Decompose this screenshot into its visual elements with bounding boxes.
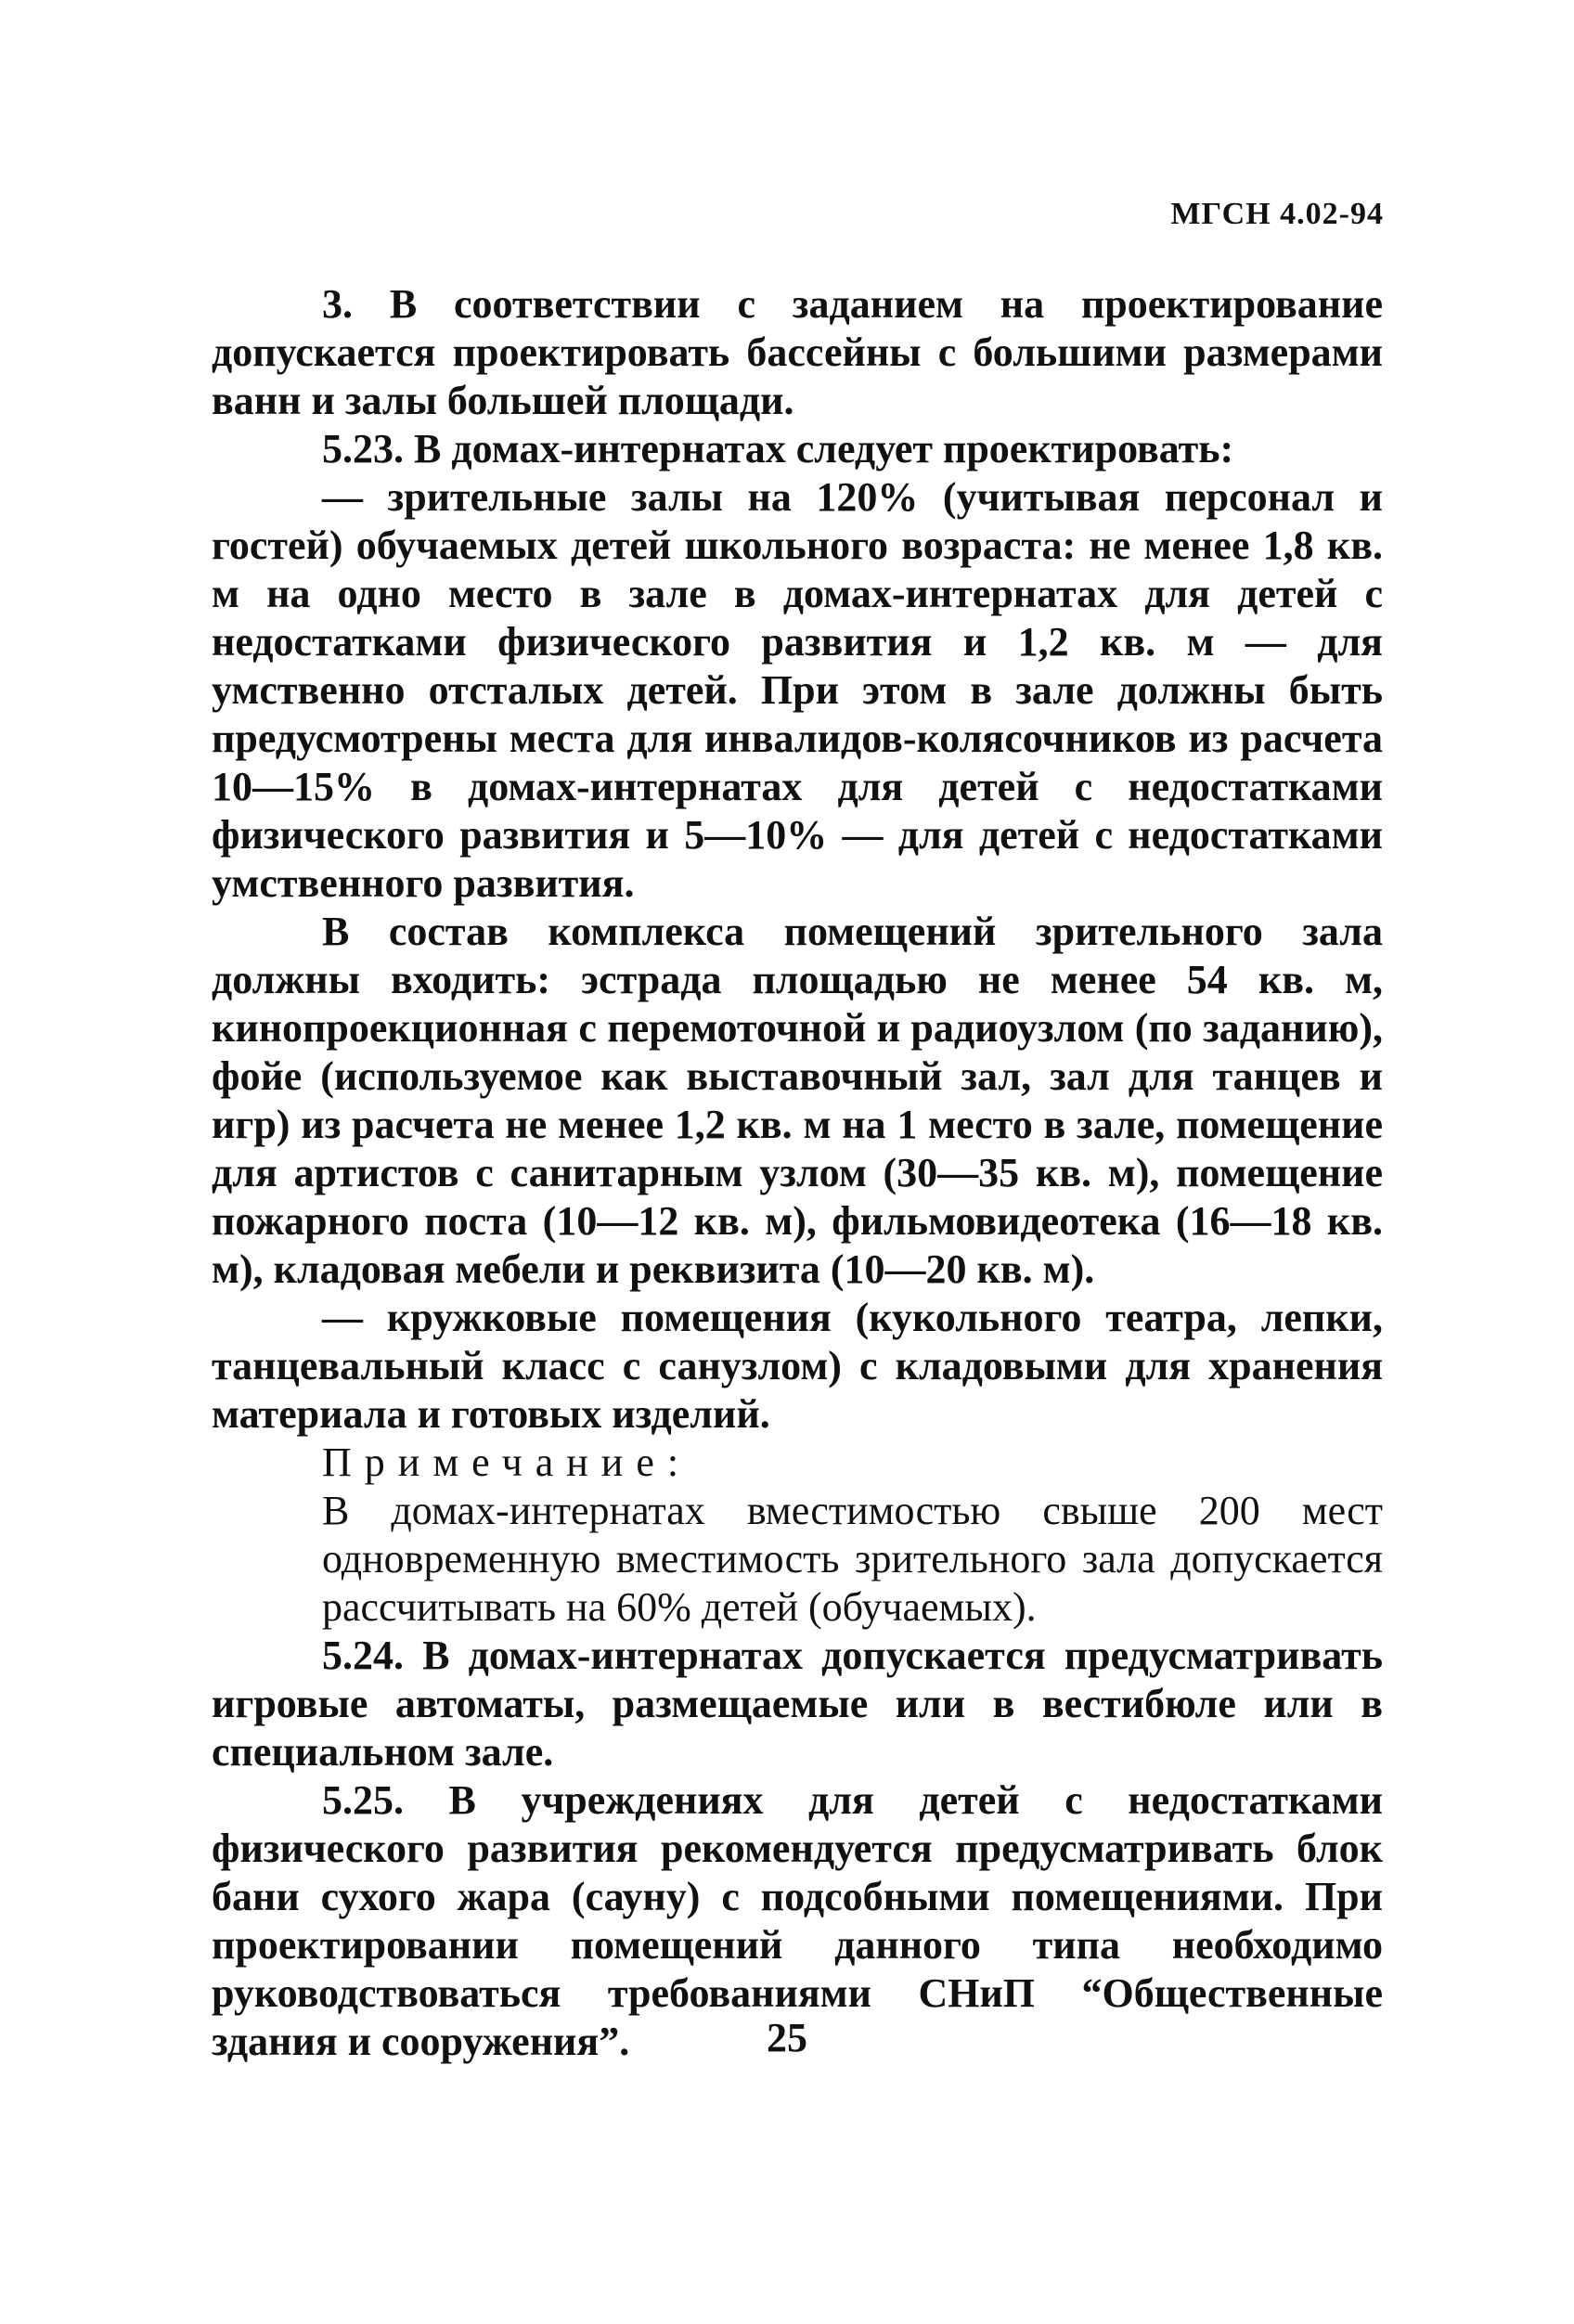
paragraph-5-25: 5.25. В учреждениях для детей с недостатками физического развития рекомендуется предусматривать блок бани сухого жара (сауну) с подсобными помещениями. При проектировании помещений данного типа необходимо руководствоваться требованиями СНиП “Общественные здания и сооружения”. [212,1777,1383,2064]
note-label-colon: : [666,1440,679,1485]
note-label-text: Примечание [322,1440,667,1485]
note-label [212,1439,1383,1487]
page-number: 25 [767,2015,807,2060]
paragraph-5-24: 5.24. В домах-интернатах допускается предусматривать игровые автоматы, размещаемые или в вестибюле или в специальном зале. [212,1633,1383,1775]
paragraph-5-23-heading: 5.23. В домах-интернатах следует проектировать: [322,426,1234,471]
paragraph-auditorium-complex: В состав комплекса помещений зрительного зала должны входить: эстрада площадью не менее 54 кв. м, кинопроекционная с перемоточной и радиоузлом (по заданию), фойе (используемое как выставочный зал, зал для танцев и игр) из расчета не менее 1,2 кв. м на 1 место в зале, помещение для артистов с санитарным узлом (30—35 кв. м), помещение пожарного поста (10—12 кв. м), фильмовидеотека (16—18 кв. м), кладовая мебели и реквизита (10—20 кв. м). [212,909,1383,1292]
paragraph-hobby-rooms: — кружковые помещения (кукольного театра, лепки, танцевальный класс с санузлом) с кладовыми для хранения материала и готовых изделий. [212,1295,1383,1437]
document-code-header: МГСН 4.02-94 [1170,197,1384,231]
paragraph-auditorium-spec: — зрительные залы на 120% (учитывая персонал и гостей) обучаемых детей школьного возраста: не менее 1,8 кв. м на одно место в зале в домах-интернатах для детей с недостатками физического развития и 1,2 кв. м — для умственно отсталых детей. При этом в зале должны быть предусмотрены места для инвалидов-колясочников из расчета 10—15% в домах-интернатах для детей с недостатками физического развития и 5—10% — для детей с недостатками умственного развития. [212,474,1383,906]
body-text [212,280,1383,2066]
note-text: В домах-интернатах вместимостью свыше 200 мест одновременную вместимость зрительного зала допускается рассчитывать на 60% детей (обучаемых). [322,1488,1383,1630]
paragraph-pool-note: 3. В соответствии с заданием на проектирование допускается проектировать бассейны с большими размерами ванн и залы большей площади. [212,281,1383,423]
